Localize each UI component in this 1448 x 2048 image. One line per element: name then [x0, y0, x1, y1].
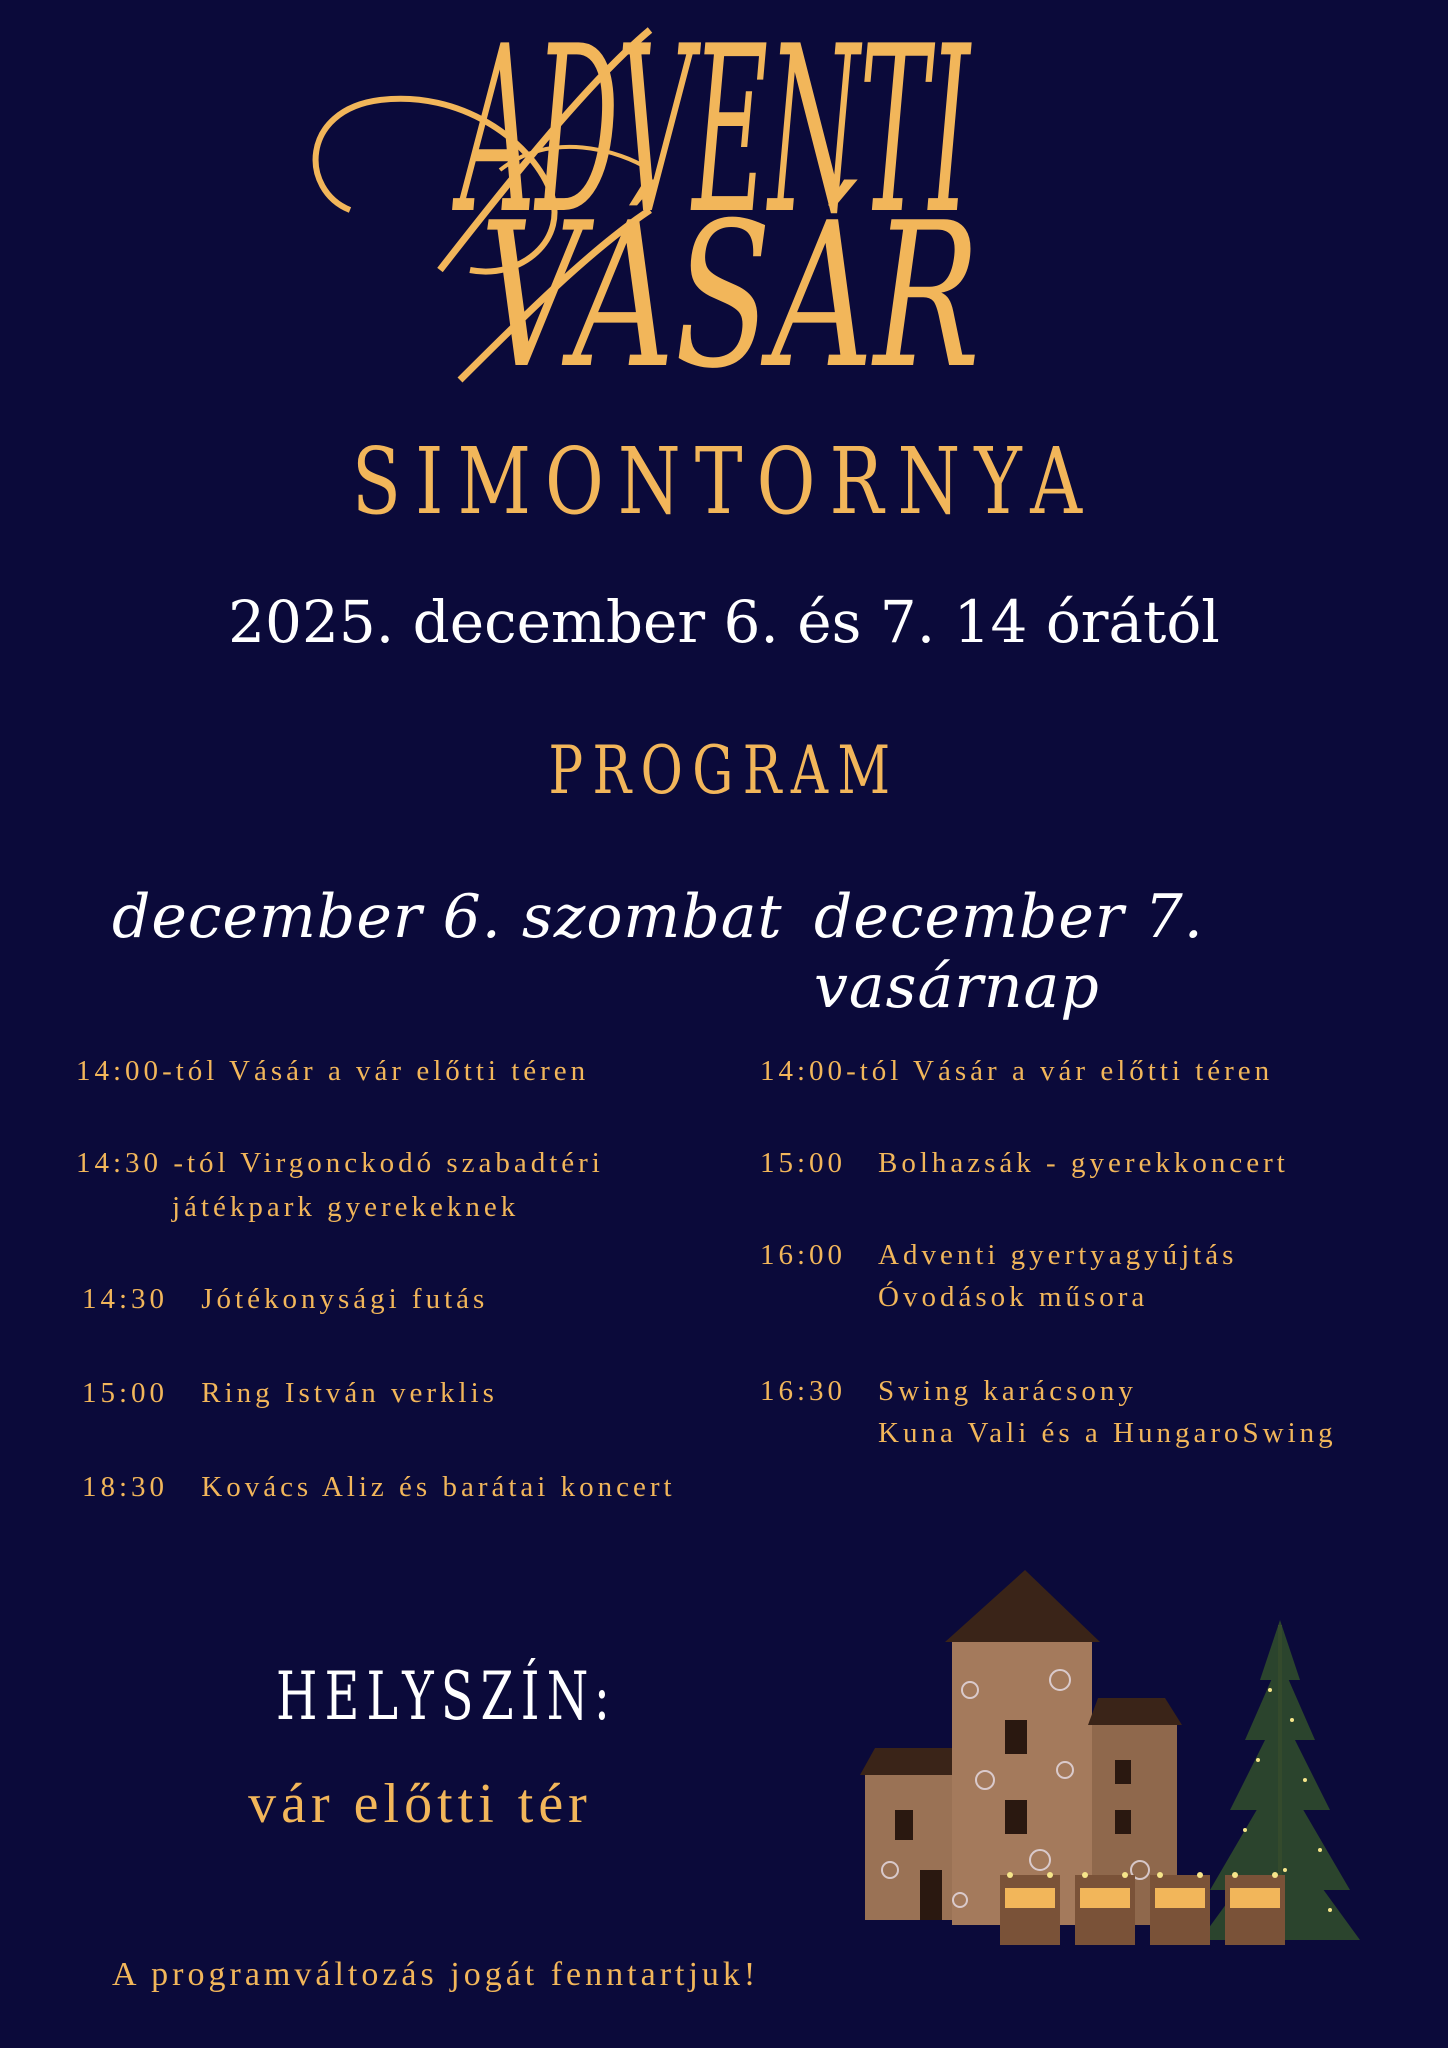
- item-text: -tól Vásár a vár előtti téren: [846, 1055, 1274, 1087]
- location-label: HELYSZÍN:: [276, 1658, 618, 1735]
- schedule-item: [760, 1370, 1137, 1412]
- item-time: 16:30: [760, 1375, 847, 1407]
- item-time: 14:00: [760, 1055, 847, 1087]
- event-date: 2025. december 6. és 7. 14 órától: [228, 588, 1220, 656]
- item-text: Adventi gyertyagyújtás: [878, 1239, 1238, 1271]
- schedule-item: [76, 1142, 604, 1184]
- day-heading-saturday: december 6. szombat: [112, 882, 783, 952]
- item-time: 18:30: [82, 1471, 169, 1503]
- item-time: 14:30: [82, 1283, 169, 1315]
- footer-note: A programváltozás jogát fenntartjuk!: [112, 1956, 760, 1993]
- item-time: 15:00: [82, 1377, 169, 1409]
- item-time: 14:30: [76, 1147, 163, 1179]
- item-time: 15:00: [760, 1147, 847, 1179]
- item-text: Bolhazsák - gyerekkoncert: [878, 1147, 1289, 1179]
- item-text-continued: játékpark gyerekeknek: [172, 1191, 520, 1223]
- item-text: Kovács Aliz és barátai koncert: [201, 1471, 676, 1503]
- item-time: 16:00: [760, 1239, 847, 1271]
- title-line1: ADVENTI: [451, 0, 972, 265]
- location-value: vár előtti tér: [248, 1773, 592, 1835]
- day-heading-sunday: december 7. vasárnap: [814, 882, 1204, 1022]
- schedule-item: [82, 1278, 488, 1320]
- schedule-item: [760, 1142, 1289, 1184]
- schedule-item: [82, 1372, 498, 1414]
- castle-illustration: [860, 1570, 1410, 1950]
- item-text: -tól Vásár a vár előtti téren: [162, 1055, 590, 1087]
- schedule-item: [82, 1466, 676, 1508]
- item-time: 14:00: [76, 1055, 163, 1087]
- item-text-continued: Óvodások műsora: [878, 1281, 1149, 1313]
- title-line2: VÁSÁR: [480, 180, 1188, 413]
- schedule-item: [760, 1050, 1273, 1092]
- schedule-item: [76, 1050, 589, 1092]
- item-text: -tól Virgonckodó szabadtéri: [173, 1147, 604, 1179]
- city-name: SIMONTORNYA: [351, 428, 1097, 535]
- item-text: Ring István verklis: [201, 1377, 498, 1409]
- item-text-continued: Kuna Vali és a HungaroSwing: [878, 1417, 1337, 1449]
- title-logo: [290, 0, 1188, 413]
- program-heading: PROGRAM: [548, 732, 900, 809]
- item-text: Jótékonysági futás: [201, 1283, 489, 1315]
- schedule-item: [760, 1234, 1237, 1276]
- item-text: Swing karácsony: [878, 1375, 1137, 1407]
